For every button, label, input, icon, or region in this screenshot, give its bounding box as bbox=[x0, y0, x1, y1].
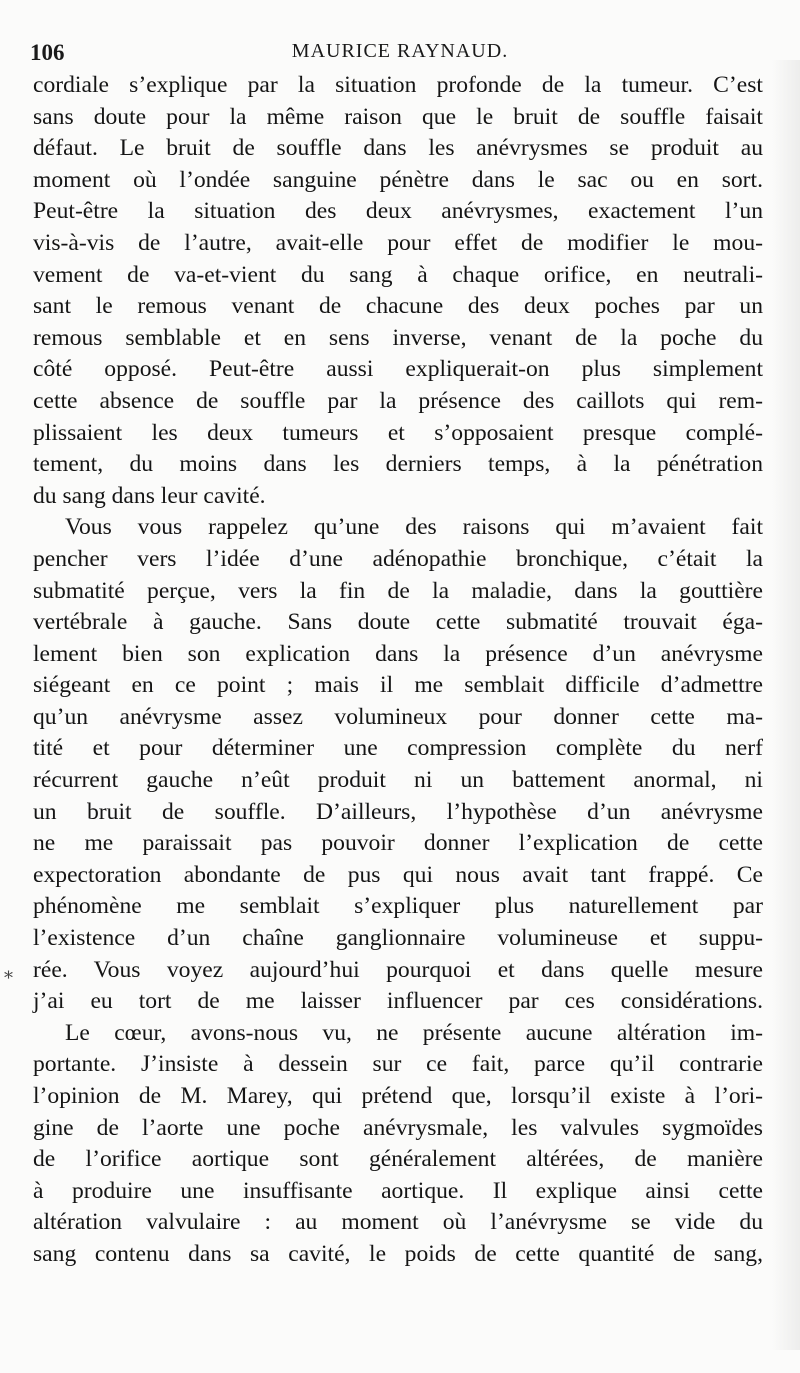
text-line: vement de va-et-vient du sang à chaque orifice, en neutrali- bbox=[33, 261, 763, 288]
text-line: Le cœur, avons-nous vu, ne présente aucune altération im- bbox=[65, 1019, 763, 1046]
text-line: tité et pour déterminer une compression complète du nerf bbox=[33, 735, 763, 762]
text-line: j’ai eu tort de me laisser influencer par ces considérations. bbox=[33, 988, 763, 1015]
text-line: pencher vers l’idée d’une adénopathie bronchique, c’était la bbox=[33, 545, 763, 572]
text-line: cette absence de souffle par la présence des caillots qui rem- bbox=[33, 387, 763, 414]
body-text bbox=[33, 70, 763, 1271]
text-line: sans doute pour la même raison que le bruit de souffle faisait bbox=[33, 103, 763, 130]
text-line: ne me paraissait pas pouvoir donner l’explication de cette bbox=[33, 830, 763, 857]
page-number: 106 bbox=[30, 40, 65, 65]
text-line: cordiale s’explique par la situation profonde de la tumeur. C’est bbox=[33, 72, 763, 98]
text-line: tement, du moins dans les derniers temps, à la pénétration bbox=[33, 451, 763, 478]
text-line: du sang dans leur cavité. bbox=[33, 482, 266, 509]
text-line: récurrent gauche n’eût produit ni un battement anormal, ni bbox=[33, 767, 763, 794]
page-edge-shadow bbox=[772, 60, 800, 1350]
text-line: défaut. Le bruit de souffle dans les anévrysmes se produit au bbox=[33, 135, 763, 162]
text-line: submatité perçue, vers la fin de la maladie, dans la gouttière bbox=[33, 577, 763, 604]
text-line: sang contenu dans sa cavité, le poids de cette quantité de sang, bbox=[33, 1240, 763, 1267]
text-line: l’existence d’un chaîne ganglionnaire volumineuse et suppu- bbox=[33, 925, 763, 952]
text-line: un bruit de souffle. D’ailleurs, l’hypothèse d’un anévrysme bbox=[33, 798, 763, 825]
text-line: phénomène me semblait s’expliquer plus naturellement par bbox=[33, 893, 763, 920]
text-line: rée. Vous voyez aujourd’hui pourquoi et dans quelle mesure bbox=[33, 956, 763, 983]
text-line: remous semblable et en sens inverse, venant de la poche du bbox=[33, 324, 763, 351]
text-line: altération valvulaire : au moment où l’anévrysme se vide du bbox=[33, 1209, 763, 1236]
page-header bbox=[30, 36, 770, 72]
text-line: plissaient les deux tumeurs et s’opposaient presque complé- bbox=[33, 419, 763, 446]
text-line: à produire une insuffisante aortique. Il explique ainsi cette bbox=[33, 1177, 763, 1204]
text-line: Vous vous rappelez qu’une des raisons qui m’avaient fait bbox=[65, 514, 763, 541]
text-line: gine de l’aorte une poche anévrysmale, les valvules sygmoïdes bbox=[33, 1114, 763, 1141]
text-line: qu’un anévrysme assez volumineux pour donner cette ma- bbox=[33, 703, 763, 730]
text-line: sant le remous venant de chacune des deux poches par un bbox=[33, 293, 763, 320]
text-line: l’opinion de M. Marey, qui prétend que, lorsqu’il existe à l’ori- bbox=[33, 1083, 763, 1109]
text-line: de l’orifice aortique sont généralement altérées, de manière bbox=[33, 1146, 763, 1173]
text-line: vis-à-vis de l’autre, avait-elle pour effet de modifier le mou- bbox=[33, 229, 763, 256]
text-line: vertébrale à gauche. Sans doute cette submatité trouvait éga- bbox=[33, 609, 763, 636]
text-line: siégeant en ce point ; mais il me semblait difficile d’admettre bbox=[33, 672, 763, 699]
text-line: moment où l’ondée sanguine pénètre dans le sac ou en sort. bbox=[33, 166, 763, 193]
running-title: MAURICE RAYNAUD. bbox=[291, 40, 509, 62]
text-line: côté opposé. Peut-être aussi expliquerait-on plus simplement bbox=[33, 356, 763, 383]
text-line: Peut-être la situation des deux anévrysmes, exactement l’un bbox=[33, 198, 763, 225]
text-line: portante. J’insiste à dessein sur ce fait, parce qu’il contrarie bbox=[33, 1051, 763, 1078]
text-line: expectoration abondante de pus qui nous avait tant frappé. Ce bbox=[33, 861, 763, 888]
margin-mark: * bbox=[4, 968, 13, 989]
text-line: lement bien son explication dans la présence d’un anévrysme bbox=[33, 640, 763, 667]
